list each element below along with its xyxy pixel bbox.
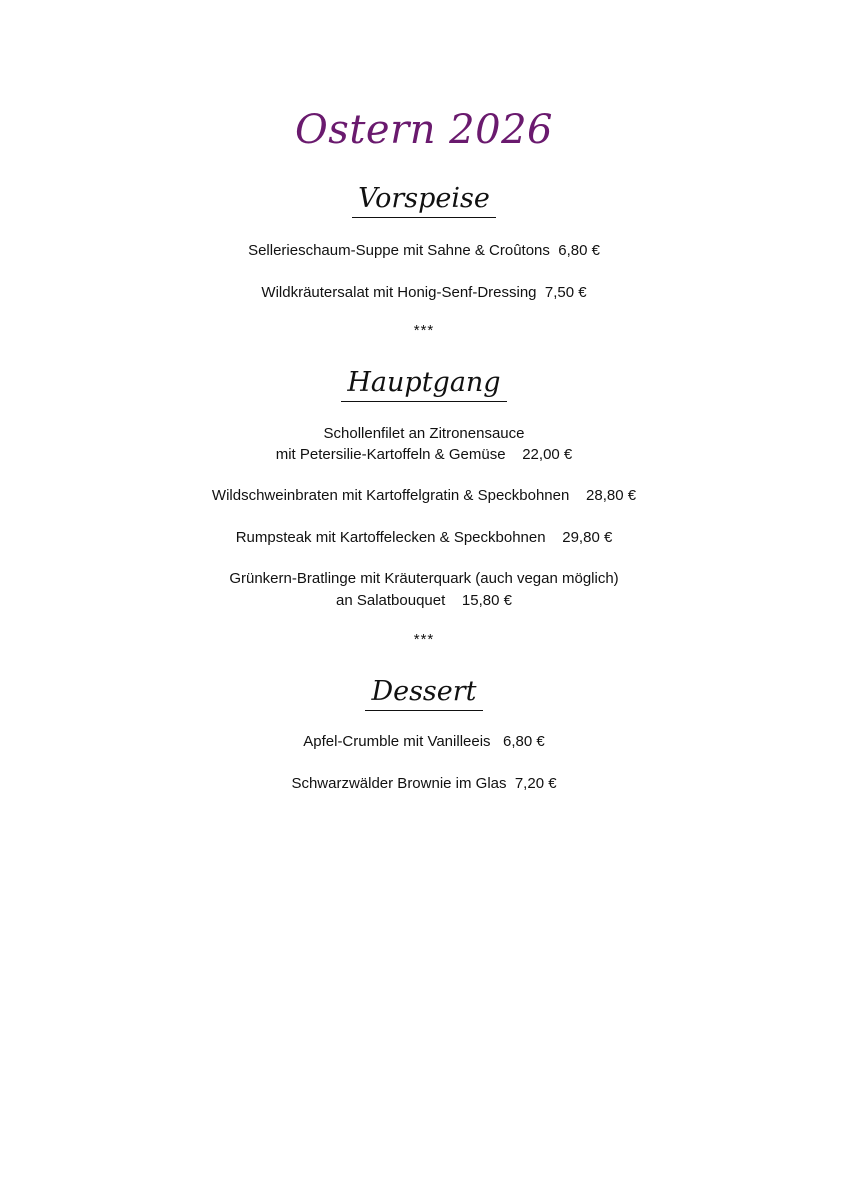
menu-item: Schwarzwälder Brownie im Glas 7,20 € (291, 775, 557, 792)
menu-item: Apfel-Crumble mit Vanilleeis 6,80 € (303, 733, 545, 750)
menu-item-line2: an Salatbouquet 15,80 € (336, 592, 512, 609)
menu-item-line2: mit Petersilie-Kartoffeln & Gemüse 22,00 € (275, 446, 573, 463)
menu-item: Sellerieschaum-Suppe mit Sahne & Croûtons 6,80 € (248, 242, 600, 259)
section-heading-dessert (0, 675, 848, 711)
menu-title: Ostern 2026 (295, 107, 553, 153)
section-heading-label: Hauptgang (341, 366, 506, 402)
menu-item: Wildkräutersalat mit Honig-Senf-Dressing 7,50 € (261, 284, 587, 301)
separator: *** (413, 631, 435, 648)
section-heading-label: Dessert (365, 675, 482, 711)
section-heading-vorspeise (0, 182, 848, 218)
menu-item-line1: Grünkern-Bratlinge mit Kräuterquark (auch vegan möglich) (229, 570, 619, 587)
menu-item: Wildschweinbraten mit Kartoffelgratin & Speckbohnen 28,80 € (211, 487, 637, 504)
section-heading-label: Vorspeise (352, 182, 496, 218)
menu-item: Rumpsteak mit Kartoffelecken & Speckbohnen 29,80 € (235, 529, 613, 546)
menu-item-line1: Schollenfilet an Zitronensauce (323, 425, 525, 442)
section-heading-hauptgang (0, 366, 848, 402)
separator: *** (413, 322, 435, 339)
